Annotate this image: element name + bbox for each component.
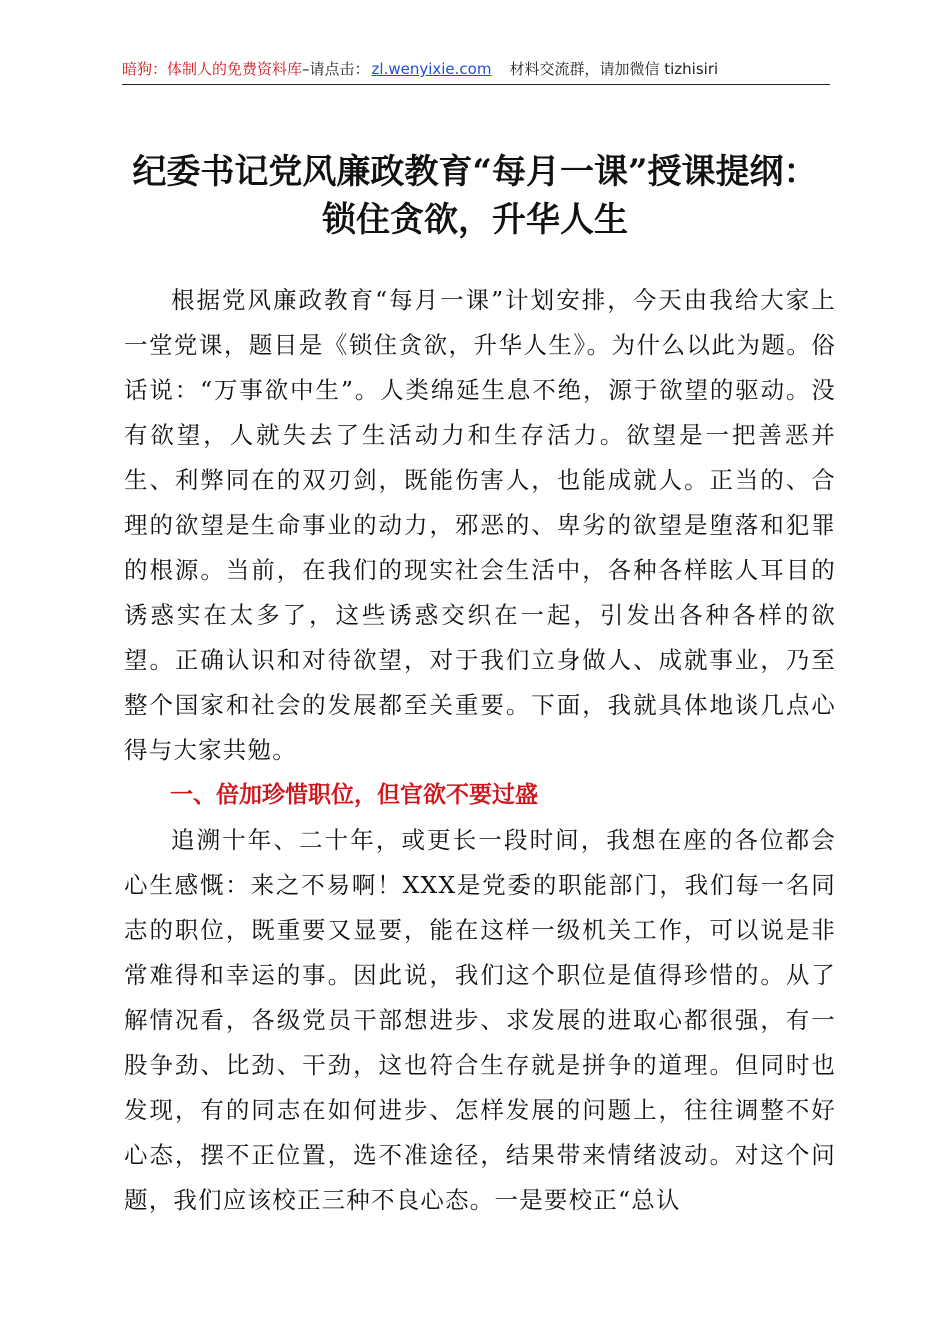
source-prefix: 暗狗：体制人的免费资料库 [122, 60, 303, 78]
intro-paragraph: 根据党风廉政教育“每月一课”计划安排，今天由我给大家上一堂党课，题目是《锁住贪欲，升华人生》。为什么以此为题。俗话说：“万事欲中生”。人类绵延生息不绝，源于欲望的驱动。没有欲望，人就失去了生活动力和生存活力。欲望是一把善恶并生、利弊同在的双刃剑，既能伤害人，也能成就人。正当的、合理的欲望是生命事业的动力，邪恶的、卑劣的欲望是堕落和犯罪的根源。当前，在我们的现实社会生活中，各种各样眩人耳目的诱惑实在太多了，这些诱惑交织在一起，引发出各种各样的欲望。正确认识和对待欲望，对于我们立身做人、成就事业，乃至整个国家和社会的发展都至关重要。下面，我就具体地谈几点心得与大家共勉。 [124, 286, 836, 764]
section-1-heading: 一、倍加珍惜职位，但官欲不要过盛 [170, 782, 538, 808]
document-title [100, 148, 850, 244]
source-link[interactable]: zl.wenyixie.com [371, 60, 492, 78]
click-hint: –请点击： [302, 60, 370, 78]
title-line-1: 纪委书记党风廉政教育“每月一课”授课提纲： [132, 152, 818, 192]
title-line-2: 锁住贪欲，升华人生 [322, 200, 628, 240]
contact-text: 材料交流群，请加微信 tizhisiri [509, 60, 719, 78]
section-1-paragraph: 追溯十年、二十年，或更长一段时间，我想在座的各位都会心生感慨：来之不易啊！XXX是党委的职能部门，我们每一名同志的职位，既重要又显要，能在这样一级机关工作，可以说是非常难得和幸运的事。因此说，我们这个职位是值得珍惜的。从了解情况看，各级党员干部想进步、求发展的进取心都很强，有一股争劲、比劲、干劲，这也符合生存就是拼争的道理。但同时也发现，有的同志在如何进步、怎样发展的问题上，往往调整不好心态，摆不正位置，选不准途径，结果带来情绪波动。对这个问题，我们应该校正三种不良心态。一是要校正“总认 [124, 826, 836, 1214]
document-body [124, 278, 836, 1223]
page-header [122, 58, 830, 85]
